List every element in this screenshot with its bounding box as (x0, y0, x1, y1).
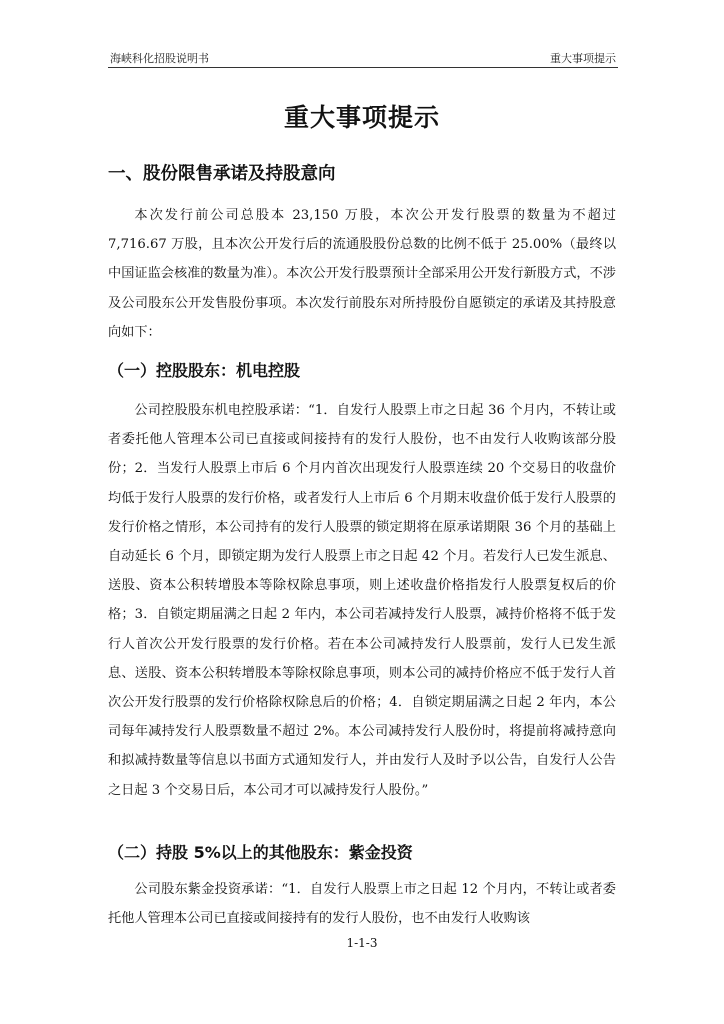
page-number: 1-1-3 (346, 936, 378, 950)
header-divider (108, 67, 618, 68)
subsection-heading-controlling-shareholder: （一）控股股东：机电控股 (108, 361, 301, 380)
other-shareholder-commitment-paragraph: 公司股东紫金投资承诺：“1．自发行人股票上市之日起 12 个月内，不转让或者委托他人管理本公司已直接或间接持有的发行人股份，也不由发行人收购该 (108, 882, 616, 927)
section-intro-paragraph: 本次发行前公司总股本 23,150 万股，本次公开发行股票的数量为不超过7,716.67 万股，且本次公开发行后的流通股股份总数的比例不低于 25.00%（最终以中国证监会核准的数量为准）。本次公开发行股票预计全部采用公开发行新股方式，不涉及公司股东公开发售股份事项。本次发行前股东对所持股份自愿锁定的承诺及其持股意向如下： (108, 208, 616, 340)
subsection-heading-other-shareholder: （二）持股 5%以上的其他股东：紫金投资 (108, 843, 413, 862)
section-heading-lockup: 一、股份限售承诺及持股意向 (108, 164, 336, 184)
page-title: 重大事项提示 (283, 103, 440, 132)
running-header-right: 重大事项提示 (550, 52, 616, 65)
controlling-shareholder-commitment-paragraph: 公司控股股东机电控股承诺：“1．自发行人股票上市之日起 36 个月内，不转让或者委托他人管理本公司已直接或间接持有的发行人股份，也不由发行人收购该部分股份；2．当发行人股票上市后 6 个月内首次出现发行人股票连续 20 个交易日的收盘价均低于发行人股票的发行价格，或者发行人上市后 6 个月期末收盘价低于发行人股票的发行价格之情形，本公司持有的发行人股票的锁定期将在原承诺期限 36 个月的基础上自动延长 6 个月，即锁定期为发行人股票上市之日起 42 个月。若发行人已发生派息、送股、资本公积转增股本等除权除息事项，则上述收盘价格指发行人股票复权后的价格；3．自锁定期届满之日起 2 年内，本公司若减持发行人股票，减持价格将不低于发行人首次公开发行股票的发行价格。若在本公司减持发行人股票前，发行人已发生派息、送股、资本公积转增股本等除权除息事项，则本公司的减持价格应不低于发行人首次公开发行股票的发行价格除权除息后的价格；4．自锁定期届满之日起 2 年内，本公司每年减持发行人股票数量不超过 2%。本公司减持发行人股份时，将提前将减持意向和拟减持数量等信息以书面方式通知发行人，并由发行人及时予以公告，自发行人公告之日起 3 个交易日后，本公司才可以减持发行人股份。” (108, 403, 616, 798)
running-header-left: 海峡科化招股说明书 (110, 52, 209, 65)
